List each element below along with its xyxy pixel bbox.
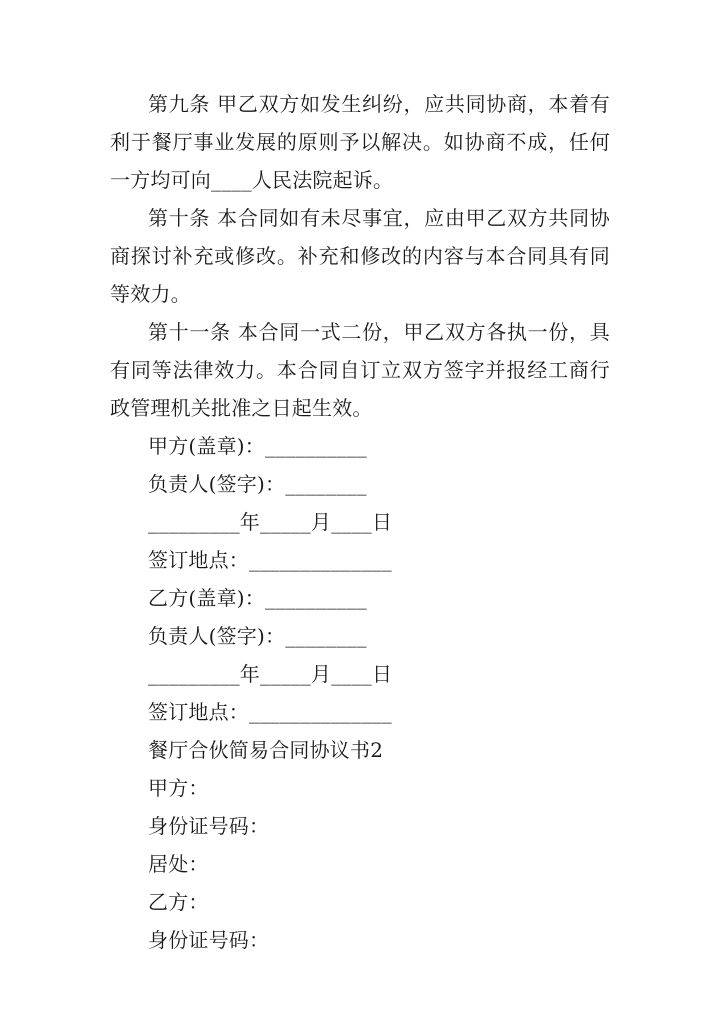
contract-2-party-a: 甲方： (148, 776, 209, 800)
article-9: 第九条 甲乙双方如发生纠纷，应共同协商，本着有利于餐厅事业发展的原则予以解决。如协商不成，任何一方均可向____人民法院起诉。 (110, 92, 610, 192)
party-a-date-line: _________年_____月____日 (148, 510, 393, 534)
article-11: 第十一条 本合同一式二份，甲乙双方各执一份，具有同等法律效力。本合同自订立双方签字并报经工商行政管理机关批准之日起生效。 (110, 320, 610, 420)
party-a-signer-line: 负责人(签字)：________ (148, 472, 367, 496)
contract-2-title: 餐厅合伙简易合同协议书2 (148, 738, 384, 762)
party-b-date-line: _________年_____月____日 (148, 662, 393, 686)
contract-2-id-b: 身份证号码： (148, 928, 270, 952)
document-page (110, 85, 610, 959)
party-a-seal-line: 甲方(盖章)：__________ (148, 434, 368, 458)
party-b-signer-line: 负责人(签字)：________ (148, 624, 367, 648)
party-a-place-line: 签订地点：______________ (148, 548, 392, 572)
party-b-place-line: 签订地点：______________ (148, 700, 392, 724)
contract-2-party-b: 乙方： (148, 890, 209, 914)
contract-2-id-a: 身份证号码： (148, 814, 270, 838)
article-10: 第十条 本合同如有未尽事宜，应由甲乙双方共同协商探讨补充或修改。补充和修改的内容与本合同具有同等效力。 (110, 206, 610, 306)
contract-2-residence-a: 居处： (148, 852, 209, 876)
party-b-seal-line: 乙方(盖章)：__________ (148, 586, 368, 610)
